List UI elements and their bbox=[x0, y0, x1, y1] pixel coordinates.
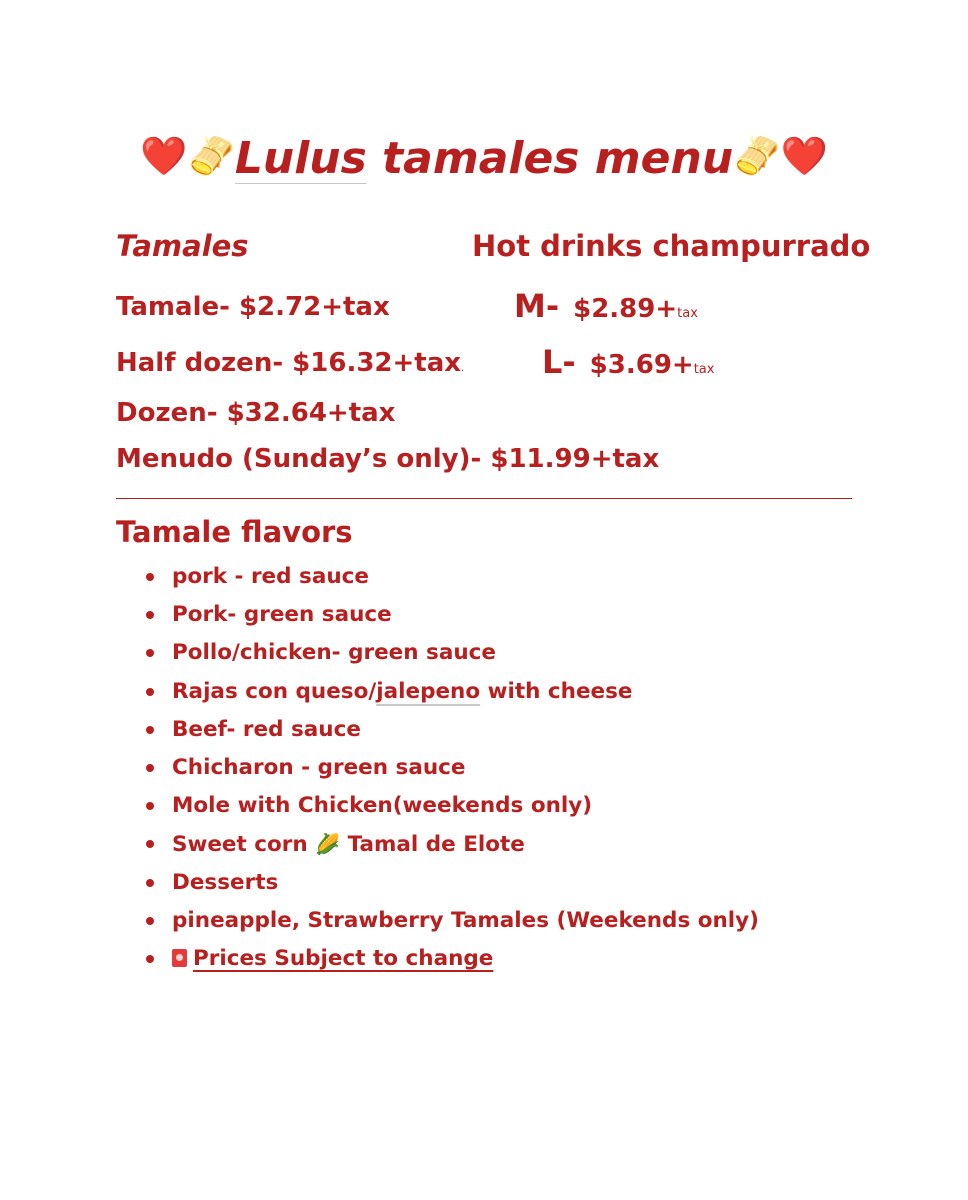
flavors-list bbox=[146, 560, 759, 980]
bullet-icon bbox=[146, 802, 154, 810]
flavor-text: Chicharon - green sauce bbox=[172, 754, 466, 780]
title-name: Lulus bbox=[234, 133, 367, 184]
title-rest: tamales menu bbox=[366, 133, 734, 184]
bullet-icon bbox=[146, 879, 154, 887]
flavor-text: Mole with Chicken(weekends only) bbox=[172, 793, 593, 819]
flavor-text: Pork- green sauce bbox=[172, 602, 392, 628]
flavor-text: Rajas con queso/ bbox=[172, 678, 377, 704]
corn-icon: 🌽 bbox=[315, 832, 341, 857]
list-item bbox=[146, 636, 759, 674]
tamale-price-line bbox=[116, 290, 390, 324]
flavor-text: Desserts bbox=[172, 869, 279, 895]
bullet-icon bbox=[146, 573, 154, 581]
item-price: - $11.99+tax bbox=[470, 444, 660, 474]
menu-title bbox=[0, 128, 968, 187]
bullet-icon bbox=[146, 688, 154, 696]
list-item bbox=[146, 789, 759, 827]
drink-medium-line bbox=[514, 288, 698, 332]
flavor-text: Pollo/chicken- green sauce bbox=[172, 640, 496, 666]
price-notice-text: Prices Subject to change bbox=[193, 945, 494, 971]
flavor-text: pork - red sauce bbox=[172, 564, 369, 589]
list-item bbox=[146, 942, 759, 980]
bullet-icon bbox=[146, 726, 154, 734]
list-item bbox=[146, 560, 759, 598]
item-name: Dozen bbox=[116, 398, 207, 428]
flavor-text-tail: Tamal de Elote bbox=[340, 832, 525, 858]
alarm-icon bbox=[172, 949, 187, 967]
flavor-text-tail: with cheese bbox=[480, 678, 633, 704]
drinks-heading: Hot drinks champurrado bbox=[472, 229, 871, 263]
item-price: - $2.72+tax bbox=[219, 292, 390, 322]
trailing-dot: . bbox=[461, 363, 465, 374]
price-notice bbox=[172, 946, 493, 971]
drink-large-line bbox=[542, 344, 714, 388]
tamales-heading: Tamales bbox=[116, 229, 249, 263]
flavor-text: Sweet corn bbox=[172, 832, 316, 858]
list-item bbox=[146, 827, 759, 865]
menudo-price-line bbox=[116, 442, 659, 476]
dozen-price-line bbox=[116, 396, 395, 430]
list-item bbox=[146, 598, 759, 636]
list-item bbox=[146, 751, 759, 789]
bullet-icon bbox=[146, 611, 154, 619]
item-name: Menudo (Sunday’s only) bbox=[116, 444, 471, 474]
item-name: Tamale bbox=[116, 292, 220, 322]
list-item bbox=[146, 675, 759, 713]
bullet-icon bbox=[146, 764, 154, 772]
section-divider bbox=[116, 498, 852, 499]
list-item bbox=[146, 713, 759, 751]
flavor-underlined-word: jalepeno bbox=[376, 678, 481, 704]
heart-tamale-icon: ❤️🫔 bbox=[140, 134, 235, 178]
bullet-icon bbox=[146, 649, 154, 657]
flavor-text: Beef- red sauce bbox=[172, 716, 361, 742]
drink-size: M- bbox=[514, 287, 560, 325]
item-name: Half dozen bbox=[116, 348, 273, 378]
drink-price: $3.69+ bbox=[589, 350, 694, 380]
flavors-heading: Tamale flavors bbox=[116, 515, 353, 549]
drink-size: L- bbox=[542, 343, 576, 381]
item-price: - $32.64+tax bbox=[206, 398, 396, 428]
list-item bbox=[146, 904, 759, 942]
half-dozen-price-line bbox=[116, 346, 464, 386]
drink-tax: tax bbox=[693, 362, 715, 377]
bullet-icon bbox=[146, 840, 154, 848]
list-item bbox=[146, 866, 759, 904]
flavor-text: pineapple, Strawberry Tamales (Weekends only) bbox=[172, 907, 760, 933]
drink-tax: tax bbox=[677, 306, 698, 321]
tamale-heart-icon: 🫔❤️ bbox=[733, 134, 828, 178]
bullet-icon bbox=[146, 955, 154, 963]
drink-price: $2.89+ bbox=[573, 294, 678, 324]
bullet-icon bbox=[146, 917, 154, 925]
item-price: - $16.32+tax bbox=[272, 348, 462, 378]
